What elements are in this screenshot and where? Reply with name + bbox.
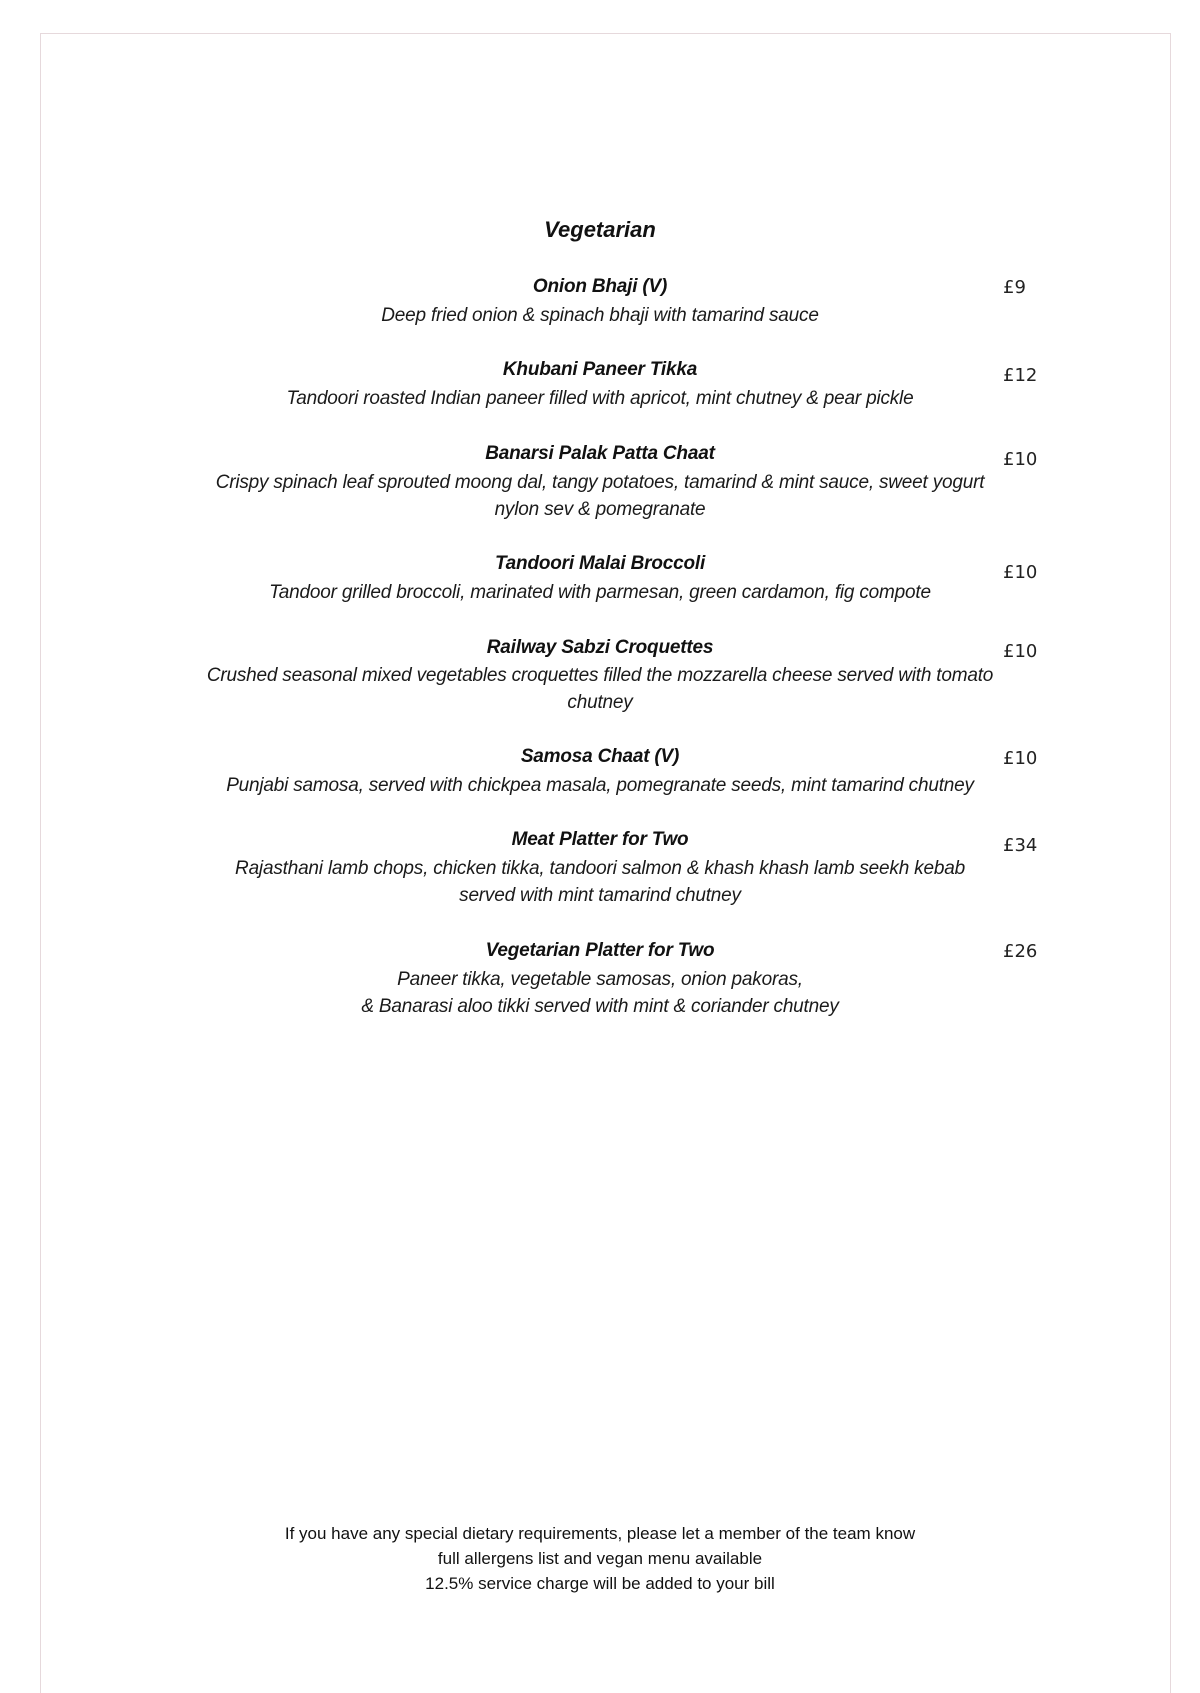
item-price: £10 xyxy=(1003,748,1038,769)
item-price: £10 xyxy=(1003,562,1038,583)
service-charge-note: 12.5% service charge will be added to your bill xyxy=(425,1574,775,1593)
item-name: Tandoori Malai Broccoli xyxy=(494,553,706,574)
item-description: Rajasthani lamb chops, chicken tikka, tandoori salmon & khash khash lamb seekh kebab xyxy=(235,858,965,879)
item-description: Tandoori roasted Indian paneer filled with apricot, mint chutney & pear pickle xyxy=(286,388,914,409)
section-title: Vegetarian xyxy=(544,217,656,242)
item-description: Crushed seasonal mixed vegetables croquettes filled the mozzarella cheese served with tomato xyxy=(206,665,994,686)
item-name: Onion Bhaji (V) xyxy=(532,276,668,297)
item-price: £9 xyxy=(1003,277,1026,298)
item-description: Deep fried onion & spinach bhaji with tamarind sauce xyxy=(381,305,819,326)
item-description: Tandoor grilled broccoli, marinated with parmesan, green cardamon, fig compote xyxy=(269,582,931,603)
item-price: £12 xyxy=(1003,365,1038,386)
item-price: £34 xyxy=(1003,835,1038,856)
item-price: £10 xyxy=(1003,641,1038,662)
item-name: Banarsi Palak Patta Chaat xyxy=(485,443,715,464)
item-description: chutney xyxy=(567,692,633,713)
item-name: Railway Sabzi Croquettes xyxy=(486,637,714,658)
item-price: £10 xyxy=(1003,449,1038,470)
dietary-note: If you have any special dietary requirements, please let a member of the team know xyxy=(284,1524,916,1543)
item-name: Vegetarian Platter for Two xyxy=(485,940,715,961)
item-description: served with mint tamarind chutney xyxy=(459,885,741,906)
item-name: Samosa Chaat (V) xyxy=(520,746,680,767)
item-description: Punjabi samosa, served with chickpea masala, pomegranate seeds, mint tamarind chutney xyxy=(226,775,974,796)
item-description: Paneer tikka, vegetable samosas, onion pakoras, xyxy=(397,969,803,990)
item-name: Khubani Paneer Tikka xyxy=(502,359,698,380)
item-description: nylon sev & pomegranate xyxy=(494,499,706,520)
item-name: Meat Platter for Two xyxy=(511,829,689,850)
item-price: £26 xyxy=(1003,941,1038,962)
item-description: & Banarasi aloo tikki served with mint & coriander chutney xyxy=(361,996,839,1017)
item-description: Crispy spinach leaf sprouted moong dal, tangy potatoes, tamarind & mint sauce, sweet yogurt xyxy=(215,472,985,493)
allergens-note: full allergens list and vegan menu available xyxy=(437,1549,763,1568)
